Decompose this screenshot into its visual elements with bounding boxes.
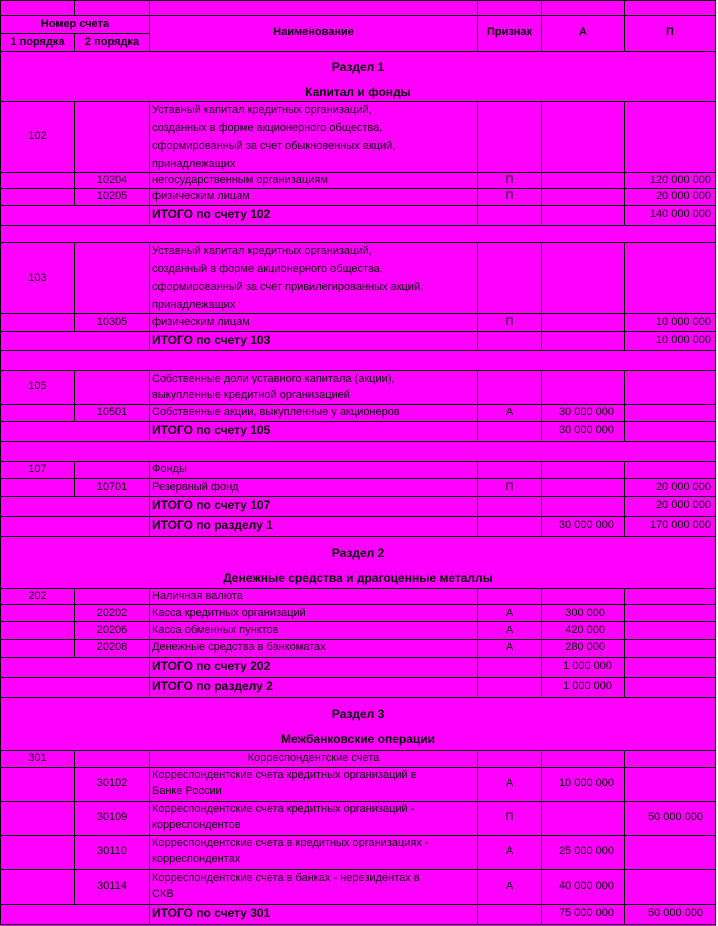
amount-p: 120 000 000 [649,174,711,186]
total-label: ИТОГО по счету 103 [152,334,271,347]
account-name: Наличная валюта [152,590,243,602]
header-col-p: П [666,26,674,38]
account-name: Уставный капитал кредитных организаций, [152,245,372,257]
total-p: 20 000 000 [655,499,711,511]
sub-account-name: Корреспондентские счета кредитных организаций в [152,769,417,781]
account-number: 301 [28,752,47,764]
amount-p: 20 000 000 [655,481,711,493]
section-total-label: ИТОГО по разделу 2 [152,680,273,693]
sub-account-sign: П [505,174,514,186]
header-second-order: 2 порядка [84,36,140,48]
sub-account-name: физическим лицам [152,316,250,328]
sub-account-number: 20206 [96,624,128,636]
grid-line [0,478,716,479]
header-name: Наименование [273,26,354,38]
total-label: ИТОГО по счету 107 [152,499,271,512]
sub-account-number: 10205 [96,190,128,202]
grid-line [0,461,716,462]
account-name: Корреспондентские счета [247,752,380,764]
account-name: Фонды [152,463,187,475]
grid-line [0,835,716,836]
amount-a: 420 000 [565,624,605,636]
section-title: Раздел 3 [331,708,385,721]
total-p: 140 000 000 [649,208,711,220]
sub-account-name: Корреспондентские счета в банках - нерезидентах в [152,872,420,884]
grid-line [74,0,75,16]
account-name: Уставный капитал кредитных организаций, [152,104,372,116]
grid-line [715,0,716,925]
sub-account-name: корреспондентов [152,819,241,831]
sub-account-number: 10305 [96,316,128,328]
header-sign: Признак [486,26,533,38]
grid-line [0,242,716,243]
grid-line [0,370,716,371]
grid-line [149,588,150,698]
grid-line [541,242,542,351]
amount-p: 20 000 000 [655,190,711,202]
grid-line [624,588,625,698]
sub-account-name: Корреспондентские счета в кредитных организациях - [152,837,429,849]
section-subtitle: Денежные средства и драгоценные металлы [223,572,493,585]
account-number: 107 [28,463,47,475]
account-number: 202 [28,590,47,602]
grid-line [0,331,716,332]
grid-line [0,101,716,102]
grid-line [0,697,716,698]
section-title: Раздел 1 [331,61,385,74]
sub-account-sign: П [505,481,514,493]
total-label: ИТОГО по счету 102 [152,208,271,221]
grid-line [0,869,716,870]
amount-a: 40 000 000 [558,880,614,892]
account-name: сформированный за счет привилегированных акций, [152,281,424,293]
grid-line [0,904,716,905]
section-total-a: 30 000 000 [558,519,614,531]
grid-line [149,101,150,226]
sub-account-number: 30102 [96,777,128,789]
grid-line [0,33,150,34]
sub-account-name: Денежные средства в банкоматах [152,641,326,653]
grid-line [0,225,716,226]
amount-a: 10 000 000 [558,777,614,789]
grid-line [0,536,716,537]
grid-line [0,172,716,173]
total-label: ИТОГО по счету 105 [152,424,271,437]
grid-line [477,101,478,226]
grid-line [0,639,716,640]
sub-account-number: 10701 [96,481,128,493]
grid-line [0,350,716,351]
grid-line [624,750,625,925]
account-name: принадлежащих [152,158,236,170]
grid-line [0,188,716,189]
total-p: 50 000 000 [647,907,703,919]
grid-line [0,421,716,422]
sub-account-name: Резервный фонд [152,481,239,493]
total-a: 75 000 000 [558,907,614,919]
sub-account-name: Корреспондентские счета кредитных организаций - [152,803,415,815]
grid-line [0,801,716,802]
section-total-p: 170 000 000 [649,519,711,531]
account-name: сформированный за счет обыкновенных акций, [152,140,396,152]
amount-p: 50 000 000 [647,811,703,823]
grid-line [0,404,716,405]
account-name: созданных в форме акционерного общества, [152,122,383,134]
grid-line [149,461,150,537]
section-subtitle: Капитал и фонды [305,86,411,99]
sub-account-name: Касса обменных пунктов [152,624,279,636]
sub-account-sign: А [505,845,514,857]
grid-line [0,205,716,206]
sub-account-number: 30110 [97,845,127,857]
section-title: Раздел 2 [331,547,385,560]
sub-account-name: СКВ [152,888,174,900]
sub-account-name: корреспондентах [152,853,241,865]
total-p: 10 000 000 [655,334,711,346]
account-number: 105 [28,380,47,392]
sub-account-number: 10501 [96,406,128,418]
amount-a: 25 000 000 [558,845,614,857]
sub-account-name: Банке России [152,785,222,797]
grid-line [0,924,716,925]
grid-line [0,750,716,751]
grid-line [0,51,716,52]
sub-account-sign: А [505,406,514,418]
section-total-a: 1 000 000 [563,680,612,692]
section-subtitle: Межбанковские операции [280,733,436,746]
total-a: 30 000 000 [558,424,614,436]
sub-account-sign: А [505,624,514,636]
total-label: ИТОГО по счету 202 [152,660,271,673]
account-name: Собственные доли уставного капитала (акции), [152,373,395,385]
amount-a: 300 000 [565,607,605,619]
sub-account-sign: П [505,190,514,202]
sub-account-name: физическим лицам [152,190,250,202]
account-number: 102 [28,130,47,142]
header-account-number: Номер счета [40,18,110,30]
grid-line [0,604,716,605]
sub-account-number: 10204 [96,174,128,186]
sub-account-sign: П [505,316,514,328]
total-label: ИТОГО по счету 301 [152,907,271,920]
sub-account-number: 20202 [96,607,128,619]
grid-line [0,621,716,622]
account-name: созданный в форме акционерного общества, [152,263,383,275]
sub-account-sign: А [505,607,514,619]
sub-account-name: Собственные акции, выкупленные у акционеров [152,406,400,418]
sub-account-number: 20208 [96,641,128,653]
grid-line [477,242,478,351]
sub-account-name: негосударственным организациям [152,174,328,186]
grid-line [0,588,716,589]
account-number: 103 [28,272,47,284]
grid-line [149,242,150,351]
grid-line [0,0,716,1]
sub-account-sign: А [505,880,514,892]
sub-account-name: Касса кредитных организаций [152,607,306,619]
header-col-a: А [579,26,587,38]
section-total-label: ИТОГО по разделу 1 [152,519,273,532]
grid-line [0,767,716,768]
grid-line [0,15,716,16]
grid-line [0,313,716,314]
amount-a: 30 000 000 [558,406,614,418]
grid-line [0,441,716,442]
sub-account-number: 30109 [96,811,128,823]
sub-account-sign: П [505,811,514,823]
amount-a: 280 000 [565,641,605,653]
amount-p: 10 000 000 [655,316,711,328]
grid-line [0,657,716,658]
grid-line [149,370,150,442]
sub-account-sign: А [505,641,514,653]
sub-account-number: 30114 [97,880,127,892]
grid-line [0,677,716,678]
grid-line [477,461,478,537]
account-name: выкупленные кредитной организацией [152,389,350,401]
header-first-order: 1 порядка [10,36,65,48]
total-a: 1 000 000 [563,660,612,672]
account-name: принадлежащих [152,299,236,311]
sub-account-sign: А [505,777,514,789]
grid-line [149,750,150,925]
grid-line [0,496,716,497]
grid-line [0,516,716,517]
grid-line [624,370,625,442]
grid-line [541,101,542,226]
